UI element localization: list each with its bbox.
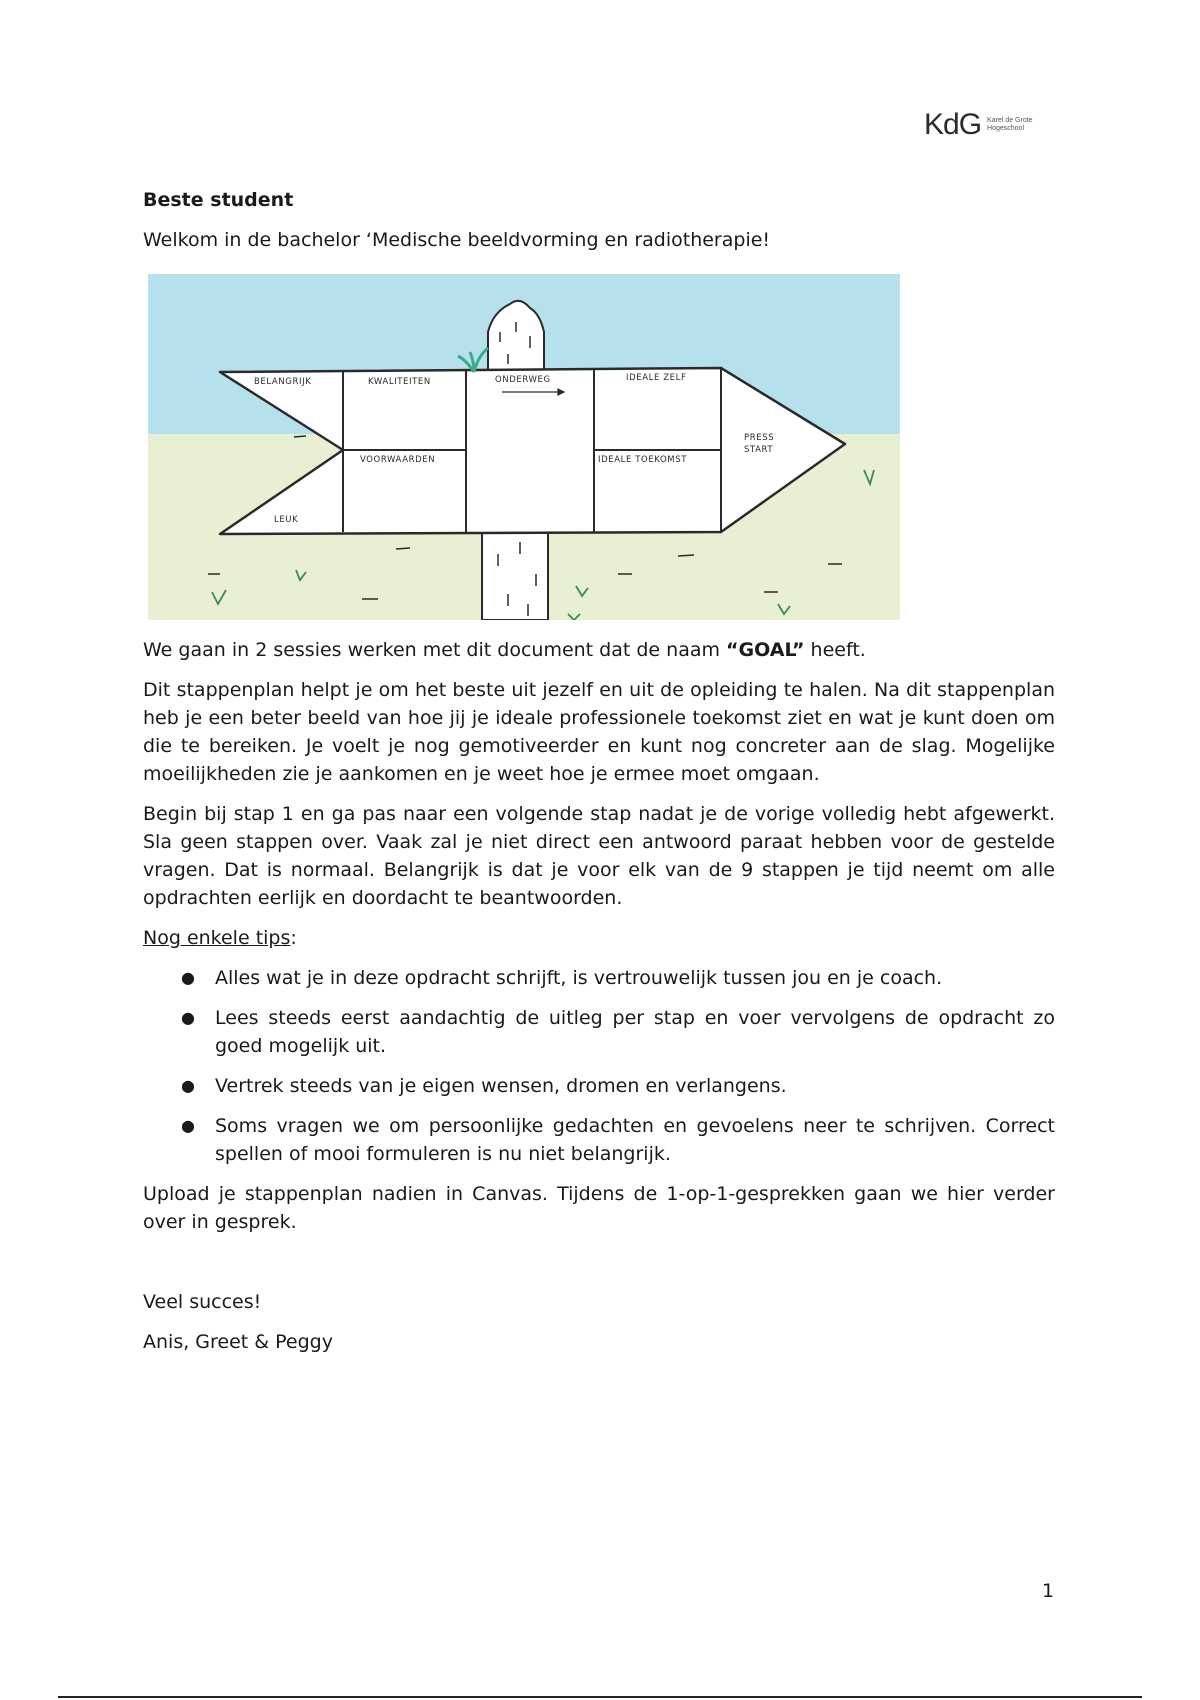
- tip-text: Soms vragen we om persoonlijke gedachten en gevoelens neer te schrijven. Correct spellen of mooi formuleren is nu niet belangrijk.: [215, 1115, 1055, 1165]
- bullet-icon: ●: [181, 1008, 195, 1027]
- paragraph-instructions: Begin bij stap 1 en ga pas naar een volgende stap nadat je de vorige volledig hebt afgewerkt. Sla geen stappen over. Vaak zal je niet direct een antwoord paraat hebben voor de gestelde vragen. Dat is normaal. Belangrijk is dat je voor elk van de 9 stappen je tijd neemt om alle opdrachten eerlijk en doordacht te beantwoorden.: [143, 803, 1055, 909]
- logo-subtitle: Karel de Grote Hogeschool: [987, 117, 1033, 132]
- intro-paragraph: [143, 636, 1055, 664]
- kdg-logo: [924, 108, 1047, 142]
- list-item: [143, 1112, 1055, 1168]
- authors: Anis, Greet & Peggy: [143, 1331, 333, 1353]
- tip-text: Lees steeds eerst aandachtig de uitleg per stap en voer vervolgens de opdracht zo goed mogelijk uit.: [215, 1007, 1055, 1057]
- list-item: [143, 964, 1055, 992]
- label-belangrijk: BELANGRIJK: [254, 377, 312, 387]
- label-voorwaarden: VOORWAARDEN: [360, 455, 436, 465]
- intro-before: We gaan in 2 sessies werken met dit document dat de naam: [143, 639, 727, 661]
- bullet-icon: ●: [181, 1076, 195, 1095]
- document-body: [143, 186, 1055, 1356]
- label-ideale-toekomst: IDEALE TOEKOMST: [598, 455, 688, 465]
- upload-paragraph: Upload je stappenplan nadien in Canvas. Tijdens de 1-op-1-gesprekken gaan we hier verder over in gesprek.: [143, 1183, 1055, 1233]
- label-ideale-zelf: IDEALE ZELF: [626, 373, 687, 383]
- goal-highlight: “GOAL”: [726, 639, 805, 661]
- tips-title: Nog enkele tips: [143, 927, 291, 949]
- tips-list: [143, 964, 1055, 1168]
- intro-after: heeft.: [804, 639, 866, 661]
- tips-heading: [143, 924, 1055, 952]
- logo-mark: KdG: [924, 108, 982, 141]
- label-leuk: LEUK: [274, 515, 299, 525]
- label-onderweg: ONDERWEG: [495, 375, 551, 385]
- bullet-icon: ●: [181, 968, 195, 987]
- bullet-icon: ●: [181, 1116, 195, 1135]
- signpost-illustration: [148, 274, 900, 620]
- tip-text: Alles wat je in deze opdracht schrijft, is vertrouwelijk tussen jou en je coach.: [215, 967, 943, 989]
- label-press: PRESS: [744, 433, 775, 443]
- tips-colon: :: [290, 927, 297, 949]
- list-item: [143, 1072, 1055, 1100]
- list-item: [143, 1004, 1055, 1060]
- greeting: Beste student: [143, 189, 294, 211]
- page-bottom-rule: [58, 1696, 1142, 1698]
- label-kwaliteiten: KWALITEITEN: [368, 377, 431, 387]
- signoff: Veel succes!: [143, 1291, 262, 1313]
- page-number: 1: [1042, 1580, 1055, 1602]
- welcome-line: Welkom in de bachelor ‘Medische beeldvorming en radiotherapie!: [143, 229, 771, 251]
- paragraph-purpose: Dit stappenplan helpt je om het beste uit jezelf en uit de opleiding te halen. Na dit stappenplan heb je een beter beeld van hoe jij je ideale professionele toekomst ziet en wat je kunt doen om die te bereiken. Je voelt je nog gemotiveerder en kunt nog concreter aan de slag. Mogelijke moeilijkheden zie je aankomen en je weet hoe je ermee moet omgaan.: [143, 679, 1055, 785]
- tip-text: Vertrek steeds van je eigen wensen, dromen en verlangens.: [215, 1075, 787, 1097]
- label-start: START: [744, 445, 774, 455]
